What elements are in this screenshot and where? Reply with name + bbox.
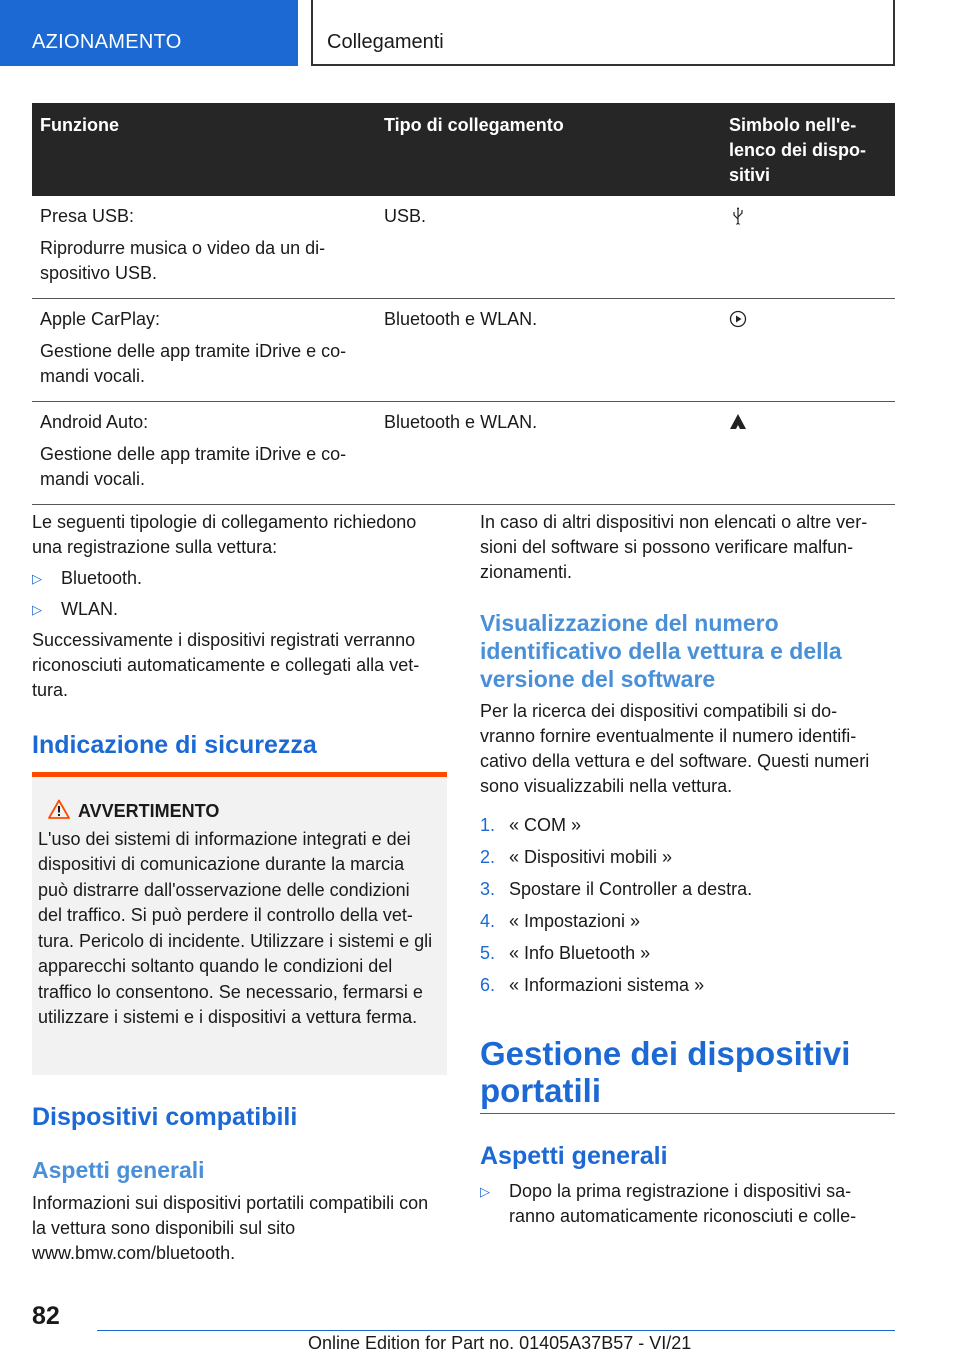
step-text: Spostare il Controller a destra. xyxy=(509,879,753,899)
list-item: ▷ WLAN. xyxy=(32,597,447,622)
connection-type: USB. xyxy=(376,196,721,299)
warning-icon xyxy=(48,799,70,819)
list-item xyxy=(480,813,895,845)
list-item xyxy=(480,941,895,973)
android-auto-icon xyxy=(729,413,747,431)
list-item xyxy=(480,845,895,877)
table-row xyxy=(32,196,895,299)
table-row xyxy=(32,402,895,505)
step-number: 2. xyxy=(480,847,496,867)
function-desc: Gestione delle app tramite iDrive e co- mandi vocali. xyxy=(40,341,347,386)
connection-type: Bluetooth e WLAN. xyxy=(376,402,721,505)
warning-text: L'uso dei sistemi di informazione integrati e dei dispositivi di comunicazione durante la marcia può distrarre dall'osservazione delle condizioni del traffico. Si può perdere il controllo della vet- tura. Pericolo di incidente. Utilizzare i sistemi e gli apparecchi soltanto quando le condizioni del traffico lo consentono. Se necessario, fermarsi e utilizzare i sistemi e i dispositivi a vettura ferma. xyxy=(38,828,433,1027)
general-heading-right: Aspetti generali xyxy=(480,1142,668,1170)
table-header-cell: Tipo di collegamento xyxy=(376,103,721,196)
general-paragraph: Informazioni sui dispositivi portatili compatibili con la vettura sono disponibili sul sito www.bmw.com/bluetooth. xyxy=(32,1193,429,1263)
function-title: Apple CarPlay: xyxy=(40,309,161,329)
table-header-cell: Simbolo nell'e- lenco dei dispo- sitivi xyxy=(721,103,895,196)
heading-rule xyxy=(480,1113,895,1114)
left-column-text xyxy=(32,510,447,703)
safety-heading: Indicazione di sicurezza xyxy=(32,731,317,759)
step-number: 5. xyxy=(480,943,496,963)
list-item: ▷ Dopo la prima registrazione i dispositivi sa- ranno automaticamente riconosciuti e colle- xyxy=(480,1179,895,1229)
general-bullet-list xyxy=(480,1179,895,1229)
visualization-paragraph: Per la ricerca dei dispositivi compatibili si do- vranno fornire eventualmente il numero identifi- cativo della vettura e del software. Questi numeri sono visualizzabili nella vettura. xyxy=(480,701,870,796)
step-number: 3. xyxy=(480,879,496,899)
table-header-cell: Funzione xyxy=(32,103,376,196)
list-item xyxy=(480,909,895,941)
steps-list xyxy=(480,813,895,1005)
step-number: 1. xyxy=(480,815,496,835)
step-text: « Impostazioni » xyxy=(509,911,641,931)
step-text: « COM » xyxy=(509,815,582,835)
list-item: ▷ Bluetooth. xyxy=(32,566,447,591)
connection-type-list xyxy=(32,566,447,622)
step-text: « Info Bluetooth » xyxy=(509,943,651,963)
usb-icon xyxy=(729,207,747,225)
function-desc: Gestione delle app tramite iDrive e co- mandi vocali. xyxy=(40,444,347,489)
step-number: 4. xyxy=(480,911,496,931)
step-text: « Dispositivi mobili » xyxy=(509,847,673,867)
step-text: « Informazioni sistema » xyxy=(509,975,705,995)
warning-title: AVVERTIMENTO xyxy=(78,801,220,821)
intro-paragraph: Le seguenti tipologie di collegamento richiedono una registrazione sulla vettura: xyxy=(32,512,417,557)
footer-rule xyxy=(97,1330,895,1331)
connection-type: Bluetooth e WLAN. xyxy=(376,299,721,402)
list-item xyxy=(480,973,895,1005)
carplay-icon xyxy=(729,310,747,328)
function-title: Presa USB: xyxy=(40,206,135,226)
right-intro-paragraph: In caso di altri dispositivi non elencati o altre ver- sioni del software si possono verificare malfun- zionamenti. xyxy=(480,512,868,582)
function-title: Android Auto: xyxy=(40,412,149,432)
table-row xyxy=(32,299,895,402)
device-management-heading: Gestione dei dispositivi portatili xyxy=(480,1035,851,1109)
edition-text: Online Edition for Part no. 01405A37B57 - VI/21 xyxy=(308,1333,692,1353)
visualization-heading: Visualizzazione del numero identificativo della vettura e della versione del software xyxy=(480,610,842,692)
step-number: 6. xyxy=(480,975,496,995)
function-desc: Riprodurre musica o video da un di- spositivo USB. xyxy=(40,238,326,283)
chapter-title: Collegamenti xyxy=(311,0,895,66)
after-paragraph: Successivamente i dispositivi registrati verranno riconosciuti automaticamente e collegati alla vet- tura. xyxy=(32,630,420,700)
compatible-devices-heading: Dispositivi compatibili xyxy=(32,1103,298,1131)
list-item xyxy=(480,877,895,909)
page-number: 82 xyxy=(32,1302,60,1330)
section-tab: AZIONAMENTO xyxy=(0,0,298,66)
connection-table xyxy=(32,103,895,505)
warning-box xyxy=(32,772,447,1075)
general-heading-left: Aspetti generali xyxy=(32,1157,205,1183)
